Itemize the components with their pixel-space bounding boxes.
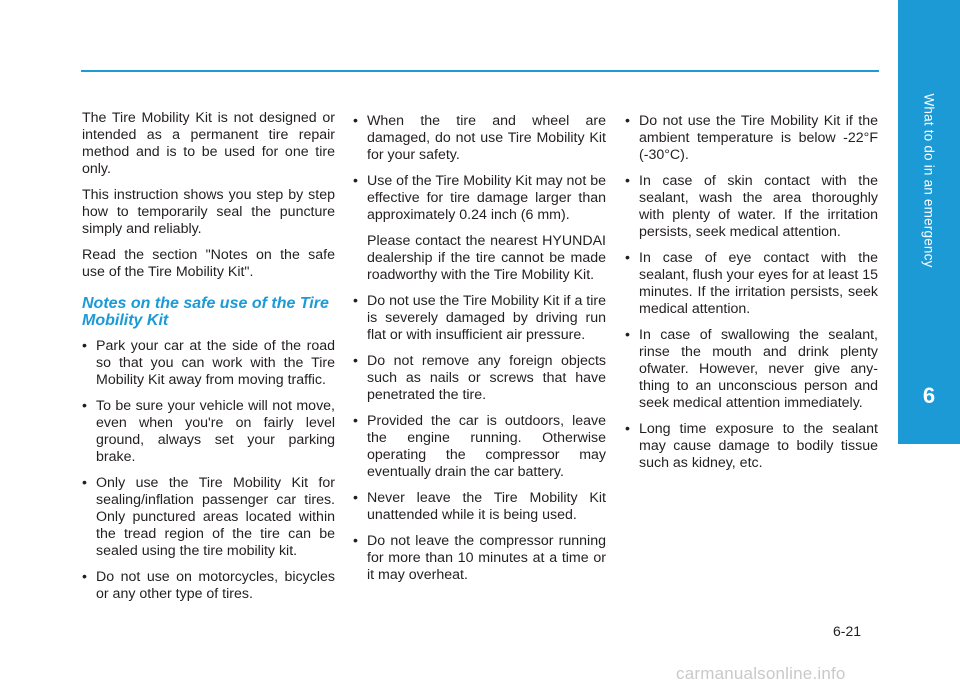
bullet-list [353,113,606,224]
list-item: • In case of eye contact with the sealant, flush your eyes for at least 15 minutes. If the irritation persists, seek medical attention. [625,250,878,318]
list-item: • Do not use on motorcycles, bicycles or any other type of tires. [82,569,335,603]
column-2 [353,113,606,593]
intro-paragraph: Read the section "Notes on the safe use of the Tire Mobility Kit". [82,247,335,280]
intro-paragraph: This instruction shows you step by step how to temporarily seal the puncture simply and reliably. [82,187,335,237]
section-title: What to do in an emergency [921,92,937,268]
list-item: • Only use the Tire Mobility Kit for sealing/inflation passenger car tires. Only punctured areas located within the tread region of the tire can be sealed using the tire mobility kit. [82,475,335,560]
list-item: • In case of swallowing the sealant, rinse the mouth and drink plenty ofwater. However, never give any-thing to an unconscious person and seek medical attention immediately. [625,327,878,412]
bullet-list [625,113,878,472]
chapter-side-tab [898,0,960,444]
list-item: • When the tire and wheel are damaged, do not use Tire Mobility Kit for your safety. [353,113,606,164]
list-item: • Do not use the Tire Mobility Kit if the ambient temperature is below -22°F (-30°C). [625,113,878,164]
list-item: • Long time exposure to the sealant may cause damage to bodily tissue such as kidney, etc. [625,421,878,472]
page-number: 6-21 [833,623,862,639]
section-heading: Notes on the safe use of the Tire Mobility Kit [82,295,329,329]
header-rule [81,70,879,72]
intro-paragraph: The Tire Mobility Kit is not designed or intended as a permanent tire repair method and is to be used for one tire only. [82,110,335,177]
dealer-note: Please contact the nearest HYUNDAI dealership if the tire cannot be made roadworthy with the Tire Mobility Kit. [367,233,606,283]
bullet-list [82,338,335,603]
list-item: • In case of skin contact with the sealant, wash the area thoroughly with plenty of water. If the irritation persists, seek medical attention. [625,173,878,241]
list-item: • Do not use the Tire Mobility Kit if a tire is severely damaged by driving run flat or with insufficient air pressure. [353,293,606,344]
list-item: • To be sure your vehicle will not move, even when you're on fairly level ground, always set your parking brake. [82,398,335,466]
list-item: • Provided the car is outdoors, leave the engine running. Otherwise operating the compressor may eventually drain the car battery. [353,413,606,481]
column-3 [625,113,878,481]
list-item: • Use of the Tire Mobility Kit may not be effective for tire damage larger than approximately 0.24 inch (6 mm). [353,173,606,224]
bullet-list [353,293,606,584]
column-1 [82,110,335,612]
list-item: • Park your car at the side of the road so that you can work with the Tire Mobility Kit away from moving traffic. [82,338,335,389]
list-item: • Do not remove any foreign objects such as nails or screws that have penetrated the tire. [353,353,606,404]
chapter-number: 6 [898,348,960,444]
list-item: • Never leave the Tire Mobility Kit unattended while it is being used. [353,490,606,524]
list-item: • Do not leave the compressor running for more than 10 minutes at a time or it may overheat. [353,533,606,584]
watermark: carmanualsonline.info [676,664,846,683]
